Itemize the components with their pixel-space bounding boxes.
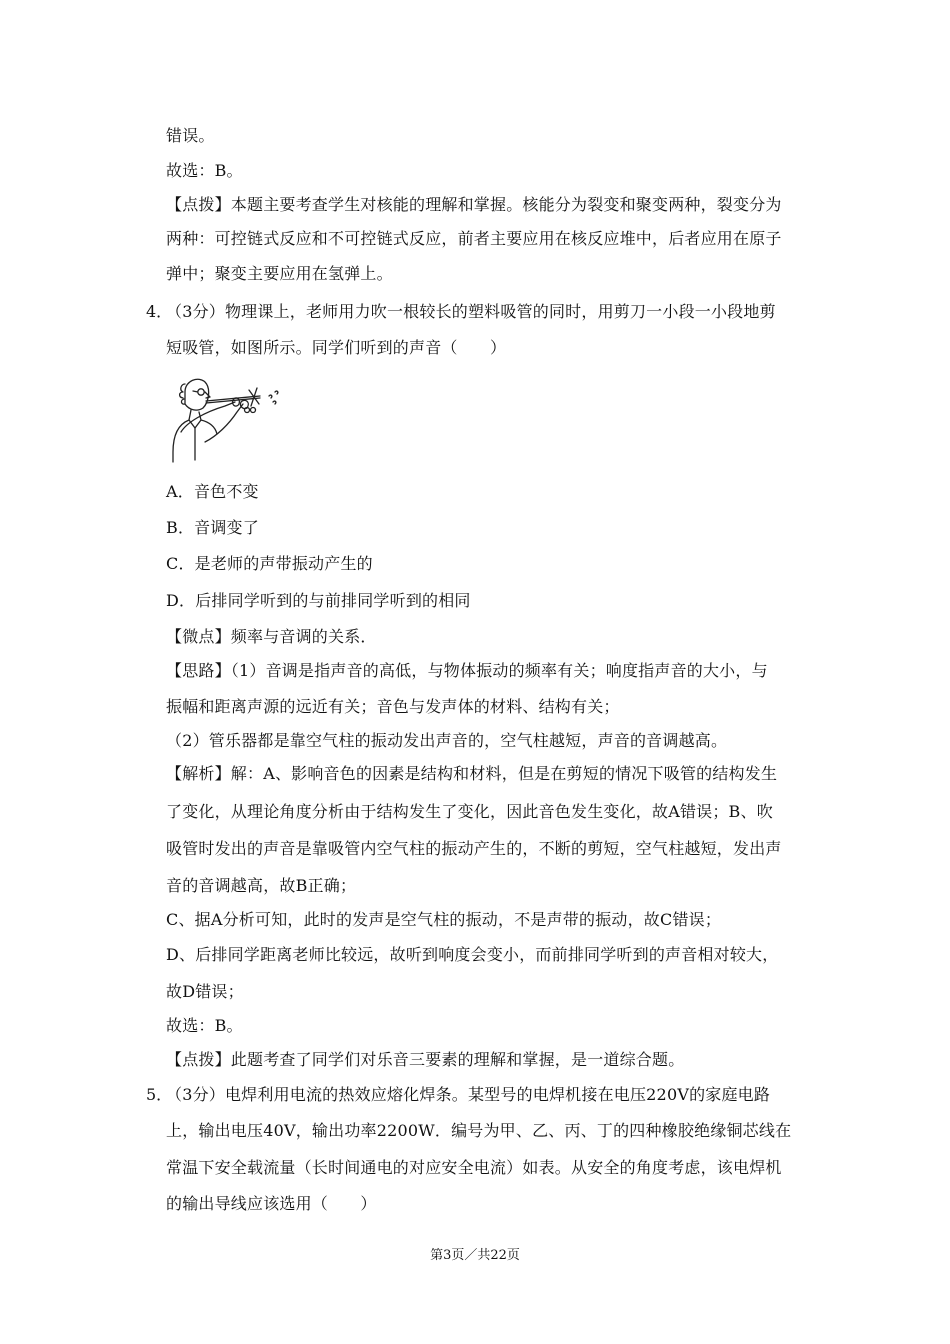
approach-line: 振幅和距离声源的远近有关；音色与发声体的材料、结构有关； bbox=[166, 697, 620, 716]
answer-line: 故选：B。 bbox=[166, 1016, 243, 1035]
approach-line: （2）管乐器都是靠空气柱的振动发出声音的，空气柱越短，声音的音调越高。 bbox=[166, 731, 728, 750]
tip-line: 【点拨】此题考查了同学们对乐音三要素的理解和掌握，是一道综合题。 bbox=[166, 1050, 685, 1069]
solution-line: 吸管时发出的声音是靠吸管内空气柱的振动产生的，不断的剪短，空气柱越短，发出声 bbox=[166, 839, 782, 858]
teacher-cutting-straw-illustration bbox=[165, 372, 285, 464]
solution-line: D、后排同学距离老师比较远，故听到响度会变小，而前排同学听到的声音相对较大， bbox=[166, 945, 779, 964]
text-line: 弹中；聚变主要应用在氢弹上。 bbox=[166, 264, 393, 283]
option-b: B．音调变了 bbox=[166, 518, 259, 537]
question-5-stem: （3分）电焊利用电流的热效应熔化焊条。某型号的电焊机接在电压220V的家庭电路 bbox=[166, 1085, 771, 1104]
question-4-stem: （3分）物理课上，老师用力吹一根较长的塑料吸管的同时，用剪刀一小段一小段地剪 bbox=[166, 302, 776, 321]
approach-line: 【思路】（1）音调是指声音的高低，与物体振动的频率有关；响度指声音的大小，与 bbox=[166, 661, 768, 680]
solution-line: C、据A分析可知，此时的发声是空气柱的振动，不是声带的振动，故C错误； bbox=[166, 910, 722, 929]
question-4-stem: 短吸管，如图所示。同学们听到的声音（ ） bbox=[166, 338, 507, 357]
solution-line: 音的音调越高，故B正确； bbox=[166, 876, 357, 895]
question-5-stem: 常温下安全载流量（长时间通电的对应安全电流）如表。从安全的角度考虑，该电焊机 bbox=[166, 1158, 782, 1177]
micro-point-line: 【微点】频率与音调的关系． bbox=[166, 627, 377, 646]
text-line: 错误。 bbox=[166, 126, 215, 145]
option-a: A．音色不变 bbox=[166, 482, 259, 501]
tip-line: 【点拨】本题主要考查学生对核能的理解和掌握。核能分为裂变和聚变两种，裂变分为 bbox=[166, 195, 782, 214]
question-5-stem: 的输出导线应该选用（ ） bbox=[166, 1194, 377, 1213]
option-d: D．后排同学听到的与前排同学听到的相同 bbox=[166, 591, 471, 610]
page-footer: 第3页／共22页 bbox=[430, 1248, 520, 1263]
solution-line: 故D错误； bbox=[166, 982, 244, 1001]
text-line: 故选：B。 bbox=[166, 161, 243, 180]
solution-line: 【解析】解：A、影响音色的因素是结构和材料，但是在剪短的情况下吸管的结构发生 bbox=[166, 764, 778, 783]
option-c: C．是老师的声带振动产生的 bbox=[166, 554, 373, 573]
question-5-stem: 上，输出电压40V，输出功率2200W．编号为甲、乙、丙、丁的四种橡胶绝缘铜芯线在 bbox=[166, 1121, 792, 1140]
question-4-number: 4． bbox=[146, 302, 173, 321]
text-line: 两种：可控链式反应和不可控链式反应，前者主要应用在核反应堆中，后者应用在原子 bbox=[166, 229, 782, 248]
question-5-number: 5． bbox=[146, 1085, 173, 1104]
solution-line: 了变化，从理论角度分析由于结构发生了变化，因此音色发生变化，故A错误；B、吹 bbox=[166, 802, 773, 821]
